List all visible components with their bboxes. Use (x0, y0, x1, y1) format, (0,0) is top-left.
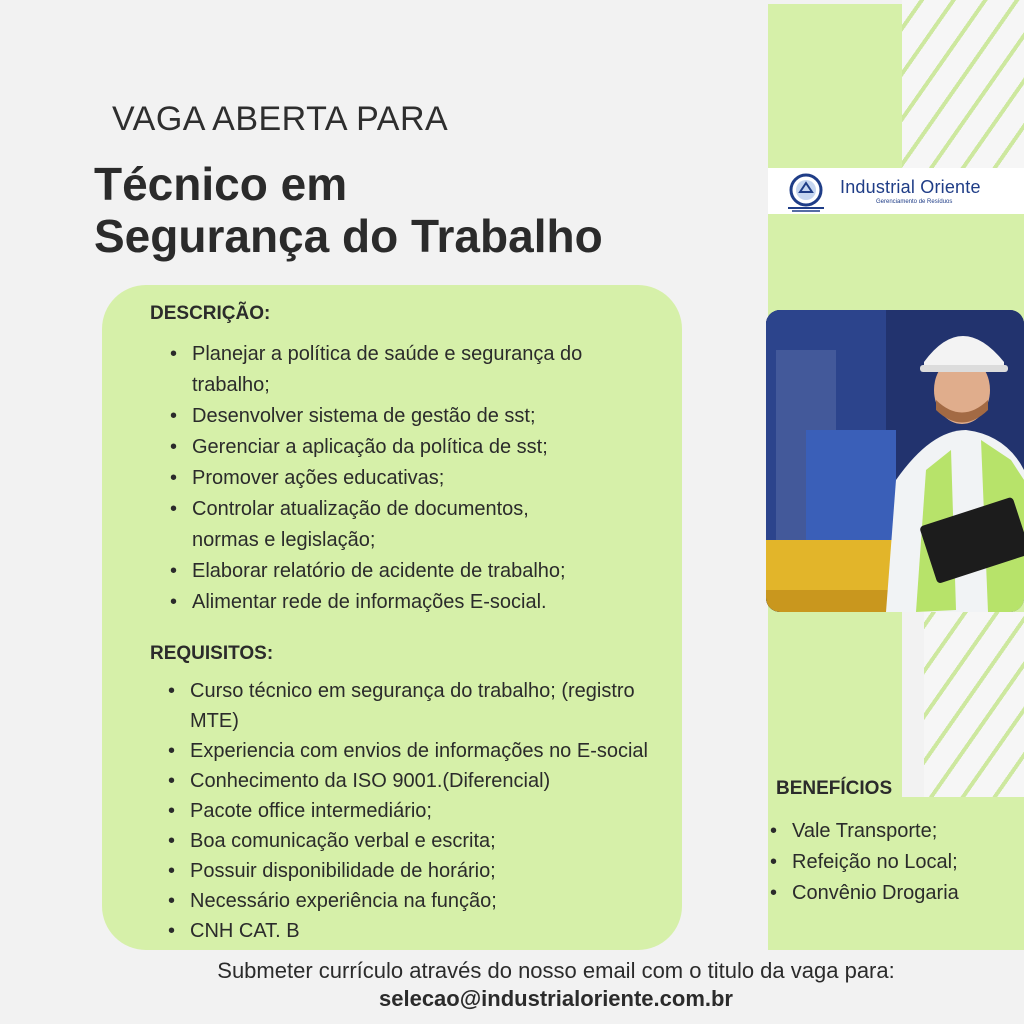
list-item: • Conhecimento da ISO 9001.(Diferencial) (166, 766, 676, 796)
job-title-line1: Técnico em (94, 158, 348, 210)
list-item: • Refeição no Local; (768, 847, 959, 878)
green-column-top (768, 4, 902, 168)
list-item: • Desenvolver sistema de gestão de sst; (168, 401, 668, 432)
list-item: • Pacote office intermediário; (166, 796, 676, 826)
worker-photo (766, 310, 1024, 612)
list-item: • Curso técnico em segurança do trabalho; (registro (166, 676, 676, 706)
job-title (94, 158, 603, 262)
list-item: • Controlar atualização de documentos, (168, 494, 668, 525)
list-item-continuation: trabalho; (192, 374, 270, 396)
list-item: • Vale Transporte; (768, 816, 959, 847)
list-item-continuation: normas e legislação; (192, 529, 376, 551)
logo-name: Industrial Oriente (840, 177, 981, 197)
list-item: • Planejar a política de saúde e segurança do (168, 339, 668, 370)
footer-instructions: Submeter currículo através do nosso email com o titulo da vaga para: (217, 958, 895, 983)
decorative-stripes-bottom (924, 612, 1024, 797)
list-item: • Boa comunicação verbal e escrita; (166, 826, 676, 856)
decorative-stripes-top (902, 0, 1024, 168)
list-item: • Gerenciar a aplicação da política de sst; (168, 432, 668, 463)
list-item: • Possuir disponibilidade de horário; (166, 856, 676, 886)
logo-subtitle: Gerenciamento de Resíduos (876, 199, 953, 205)
list-item: • Convênio Drogaria (768, 878, 959, 909)
requirements-list (166, 676, 676, 946)
recycle-icon (786, 172, 826, 212)
list-item: • Alimentar rede de informações E-social. (168, 587, 668, 618)
requirements-heading: REQUISITOS: (150, 643, 274, 664)
job-kicker: VAGA ABERTA PARA (112, 100, 449, 138)
benefits-heading: BENEFÍCIOS (776, 778, 893, 799)
contact-email[interactable]: selecao@industrialoriente.com.br (379, 986, 733, 1011)
description-heading: DESCRIÇÃO: (150, 303, 271, 324)
job-title-line2: Segurança do Trabalho (94, 210, 603, 262)
list-item: • Promover ações educativas; (168, 463, 668, 494)
description-list (168, 339, 668, 618)
list-item: • Necessário experiência na função; (166, 886, 676, 916)
list-item: • CNH CAT. B (166, 916, 676, 946)
list-item: • Elaborar relatório de acidente de trabalho; (168, 556, 668, 587)
list-item: • Experiencia com envios de informações no E-social (166, 736, 676, 766)
benefits-list (768, 816, 959, 909)
list-item-continuation: MTE) (190, 710, 239, 732)
